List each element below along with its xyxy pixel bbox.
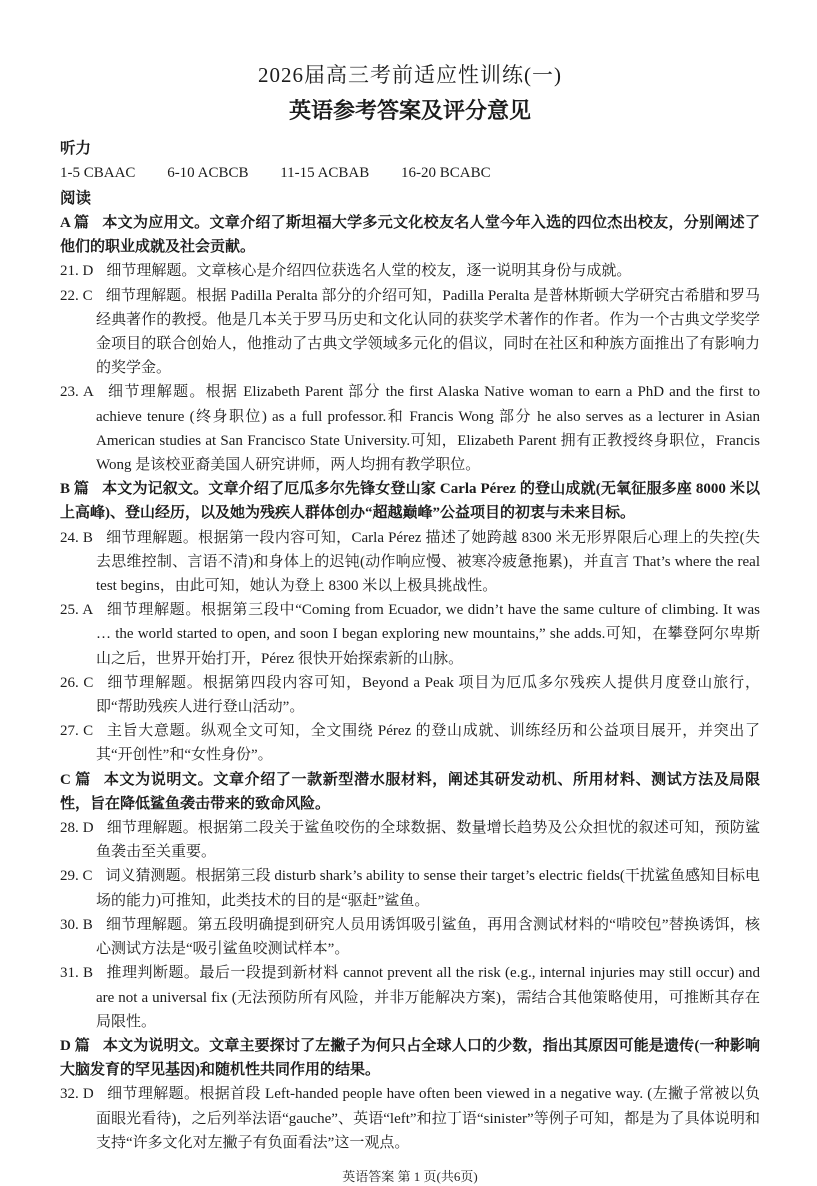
answer-block-label: 24. B: [60, 529, 93, 546]
answer-block-text: 细节理解题。根据首段 Left-handed people have often been viewed in a negative way. (左撇子常被以负面眼光看待)，之后列举法语“gauche”、英语“left”和拉丁语“sinister”等例子可知，都是为了具体说明和支持“许多文化对左撇子有负面看法”这一观点。: [96, 1086, 760, 1151]
answer-block-label: D 篇: [60, 1037, 90, 1054]
answer-block: [60, 961, 760, 1034]
answer-block: [60, 816, 760, 864]
answer-block: [60, 259, 760, 283]
answer-block: [60, 211, 760, 259]
answer-block-label: 25. A: [60, 602, 94, 619]
answer-block-text: 主旨大意题。纵观全文可知，全文围绕 Pérez 的登山成就、训练经历和公益项目展开，并突出了其“开创性”和“女性身份”。: [96, 723, 760, 764]
answer-block-text: 本文为应用文。文章介绍了斯坦福大学多元文化校友名人堂今年入选的四位杰出校友，分别阐述了他们的职业成就及社会贡献。: [60, 215, 760, 256]
listening-answer-group: 1-5 CBAAC: [60, 165, 136, 181]
answer-block-text: 细节理解题。根据 Padilla Peralta 部分的介绍可知，Padilla Peralta 是普林斯顿大学研究古希腊和罗马经典著作的教授。他是几本关于罗马历史和文化认同的获奖学术著作的作者。作为一个古典文学奖学金项目的联合创始人，他推动了古典文学领域多元化的倡议，同时在社区和种族方面推出了有影响力的奖学金。: [96, 287, 760, 377]
answer-block: [60, 1082, 760, 1155]
answer-block-label: 23. A: [60, 384, 94, 401]
answer-block: [60, 864, 760, 912]
answer-block-label: C 篇: [60, 771, 91, 788]
answer-block: [60, 526, 760, 599]
answer-block-text: 细节理解题。根据 Elizabeth Parent 部分 the first Alaska Native woman to earn a PhD and the first to achieve tenure (终身职位) as a full professor.和 Francis Wong 部分 he also serves as a lecturer in Asian American studies at San Francisco State University.可知，Elizabeth Parent 拥有正教授终身职位，Francis Wong 是该校亚裔美国人研究讲师，两人均拥有教学职位。: [96, 384, 760, 474]
answer-block-text: 细节理解题。根据第三段中“Coming from Ecuador, we didn’t have the same culture of climbing. It was … the world started to open, and soon I began exploring new mountains,” she adds.可知，在攀登阿尔卑斯山之后，世界开始打开，Pérez 很快开始探索新的山脉。: [96, 602, 760, 667]
listening-answer-key-row: [60, 161, 760, 186]
answer-block-label: A 篇: [60, 215, 90, 231]
listening-answer-group: 6-10 ACBCB: [167, 165, 249, 181]
answer-block-label: B 篇: [60, 481, 90, 498]
page-footer: 英语答案 第 1 页(共6页): [342, 1168, 478, 1184]
answer-block: [60, 598, 760, 671]
reading-answer-blocks: [60, 211, 760, 1155]
answer-block-label: 28. D: [60, 820, 94, 837]
page-title: 2026届高三考前适应性训练(一): [258, 63, 562, 87]
answer-block: [60, 719, 760, 767]
answer-block: [60, 768, 760, 816]
answer-block-text: 本文为说明文。文章主要探讨了左撇子为何只占全球人口的少数，指出其原因可能是遗传(一种影响大脑发育的罕见基因)和随机性共同作用的结果。: [60, 1037, 760, 1079]
answer-block-text: 词义猜测题。根据第三段 disturb shark’s ability to sense their target’s electric fields(干扰鲨鱼感知目标电场的能力)可推知，此类技术的目的是“驱赶”鲨鱼。: [96, 868, 760, 909]
answer-block-label: 31. B: [60, 965, 93, 982]
page-subtitle: 英语参考答案及评分意见: [288, 98, 531, 123]
listening-answer-group: 16-20 BCABC: [401, 165, 491, 181]
answer-block: [60, 284, 760, 381]
answer-block-label: 21. D: [60, 263, 94, 280]
answer-block-text: 细节理解题。根据第一段内容可知，Carla Pérez 描述了她跨越 8300 米无形界限后心理上的失控(失去思维控制、言语不清)和身体上的迟钝(动作响应慢、被寒冷疲惫拖累)，并直言 That’s where the real test begins，由此可知，她认为登上 8300 米以上极具挑战性。: [96, 529, 760, 595]
answer-block-label: 32. D: [60, 1086, 94, 1103]
answer-block-label: 27. C: [60, 723, 94, 740]
reading-section-heading: 阅读: [60, 190, 92, 207]
answer-block-text: 细节理解题。第五段明确提到研究人员用诱饵吸引鲨鱼，再用含测试材料的“啃咬包”替换诱饵，核心测试方法是“吸引鲨鱼咬测试样本”。: [96, 916, 760, 958]
listening-answer-group: 11-15 ACBAB: [280, 165, 370, 181]
answer-block-text: 细节理解题。根据第二段关于鲨鱼咬伤的全球数据、数量增长趋势及公众担忧的叙述可知，预防鲨鱼袭击至关重要。: [96, 820, 760, 861]
answer-block-label: 26. C: [60, 674, 94, 691]
answer-block-text: 推理判断题。最后一段提到新材料 cannot prevent all the risk (e.g., internal injuries may still occur) and are not a universal fix (无法预防所有风险，并非万能解决方案)，需结合其他策略使用，可推断其存在局限性。: [96, 965, 760, 1030]
answer-block-text: 细节理解题。根据第四段内容可知，Beyond a Peak 项目为厄瓜多尔残疾人提供月度登山旅行，即“帮助残疾人进行登山活动”。: [96, 674, 760, 716]
answer-block: [60, 671, 760, 719]
answer-block: [60, 1034, 760, 1082]
answer-block-label: 29. C: [60, 868, 93, 885]
answer-block-text: 本文为说明文。文章介绍了一款新型潜水服材料，阐述其研发动机、所用材料、测试方法及局限性，旨在降低鲨鱼袭击带来的致命风险。: [60, 771, 760, 812]
answer-block-label: 22. C: [60, 287, 93, 304]
answer-block-text: 细节理解题。文章核心是介绍四位获选名人堂的校友，逐一说明其身份与成就。: [106, 263, 632, 280]
answer-block: [60, 913, 760, 961]
answer-block: [60, 477, 760, 525]
answer-block-label: 30. B: [60, 916, 93, 933]
answer-block-text: 本文为记叙文。文章介绍了厄瓜多尔先锋女登山家 Carla Pérez 的登山成就(无氧征服多座 8000 米以上高峰)、登山经历，以及她为残疾人群体创办“超越巅峰”公益项目的初衷与未来目标。: [60, 481, 760, 522]
answer-block: [60, 380, 760, 477]
listening-section-heading: 听力: [60, 140, 92, 157]
